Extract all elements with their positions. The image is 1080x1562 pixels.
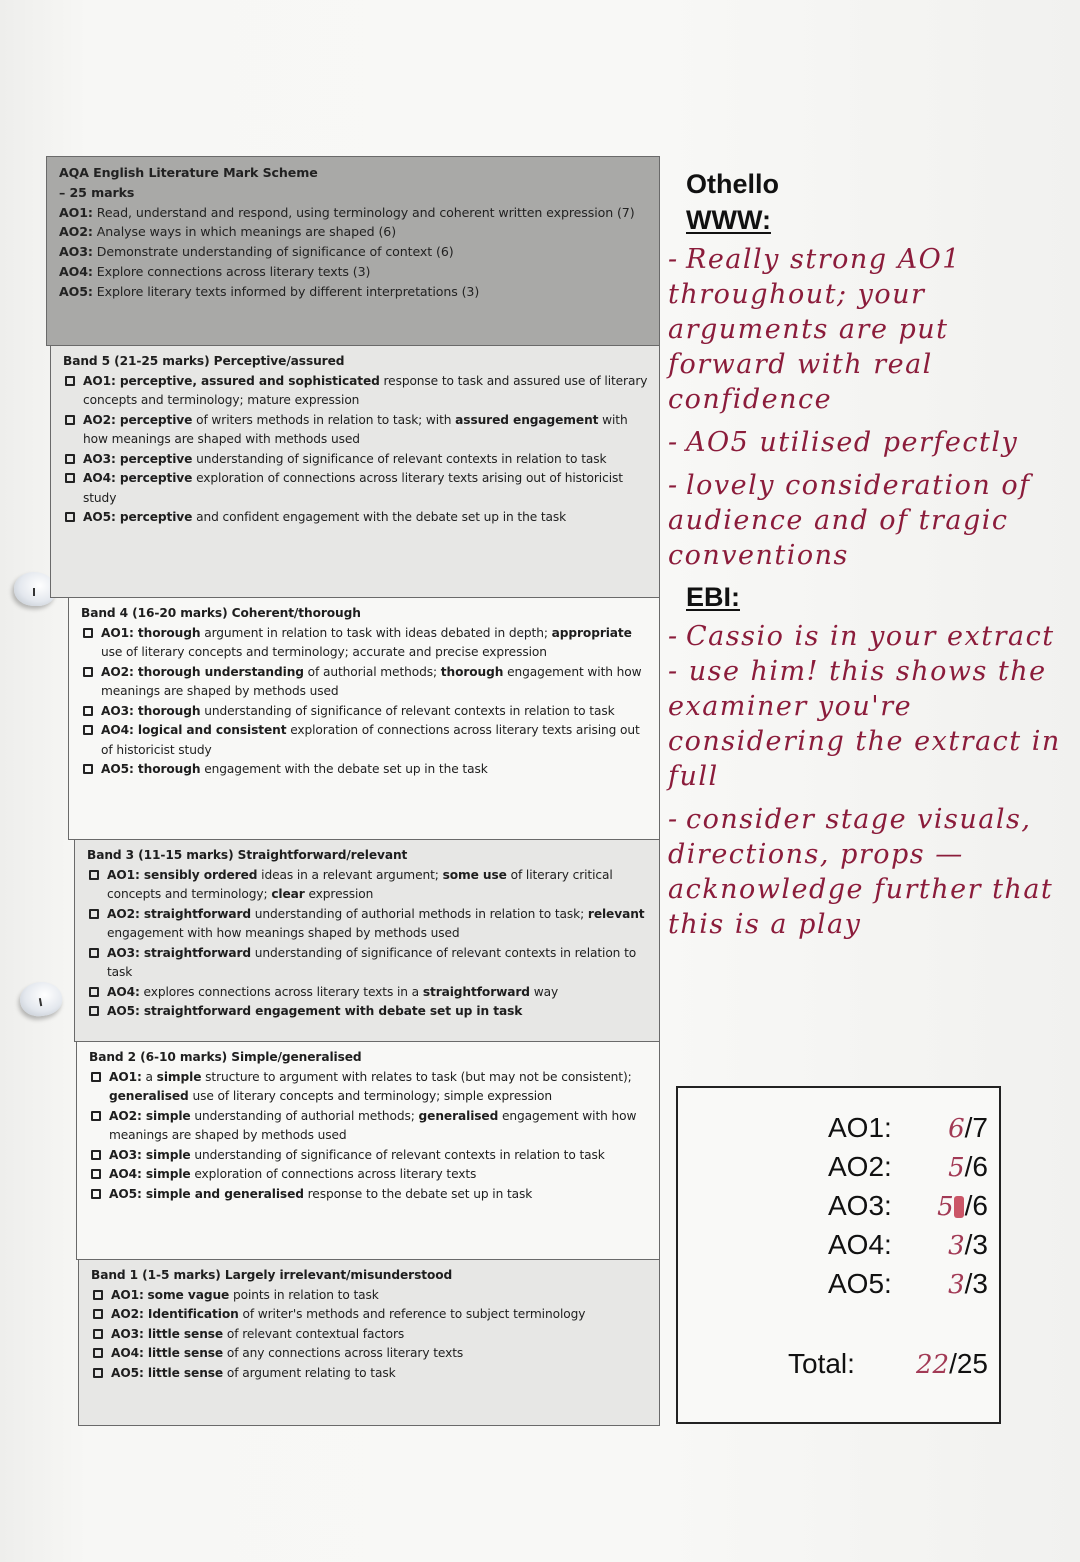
band-1 <box>78 1260 660 1426</box>
criterion-item <box>89 1146 649 1166</box>
criterion-item <box>87 866 649 905</box>
www-list <box>668 242 1066 573</box>
criterion-text: AO5: little sense of argument relating to task <box>111 1365 396 1380</box>
text-title: Othello <box>686 169 779 199</box>
criterion-text: AO4: simple exploration of connections across literary texts <box>109 1167 477 1181</box>
checkbox-icon[interactable] <box>91 1189 101 1199</box>
criterion-text: AO3: straightforward understanding of significance of relevant contexts in relation to task <box>107 945 637 979</box>
ao-label: AO3: <box>828 1190 892 1221</box>
checkbox-icon[interactable] <box>65 415 75 425</box>
checkbox-icon[interactable] <box>89 948 99 958</box>
checkbox-icon[interactable] <box>91 1150 101 1160</box>
criterion-text: AO3: simple understanding of significance of relevant contexts in relation to task <box>109 1147 605 1162</box>
checkbox-icon[interactable] <box>83 764 93 774</box>
ao-label: AO5: <box>828 1268 892 1299</box>
checkbox-icon[interactable] <box>89 909 99 919</box>
ebi-list <box>668 619 1066 942</box>
ao-label: AO4: <box>828 1229 892 1260</box>
ao-score: 6/7 <box>948 1112 988 1144</box>
checkbox-icon[interactable] <box>93 1368 103 1378</box>
ebi-heading: EBI: <box>686 582 740 612</box>
band-5 <box>50 346 660 598</box>
ao-mark-row <box>828 1268 988 1306</box>
ao-score: 5/6 <box>948 1151 988 1183</box>
ao-score: 5 /6 <box>937 1190 988 1222</box>
criterion-item <box>63 411 649 450</box>
criterion-item <box>81 760 649 780</box>
checkbox-icon[interactable] <box>91 1169 101 1179</box>
marks-summary-box <box>676 1086 1001 1424</box>
checkbox-icon[interactable] <box>83 667 93 677</box>
criterion-item <box>91 1364 649 1384</box>
crossed-out-mark <box>954 1196 964 1218</box>
criterion-item <box>63 450 649 470</box>
criterion-item <box>87 944 649 983</box>
criterion-text: AO2: Identification of writer's methods and reference to subject terminology <box>111 1307 586 1321</box>
feedback-notes <box>668 166 1066 942</box>
checkbox-icon[interactable] <box>83 725 93 735</box>
ao-score: 3/3 <box>948 1229 988 1261</box>
objective-3: AO3: Demonstrate understanding of significance of context (6) <box>59 244 454 260</box>
criterion-text: AO1: thorough argument in relation to task with ideas debated in depth; appropriate use of literary concepts and terminology; accurate and precise expression <box>101 625 632 659</box>
mark-scheme <box>46 156 660 1426</box>
ebi-comment: -consider stage visuals, directions, props — acknowledge further that this is a play <box>668 804 1054 940</box>
band-4 <box>68 598 660 840</box>
checkbox-icon[interactable] <box>93 1348 103 1358</box>
criterion-item <box>91 1286 649 1306</box>
ao-mark-row <box>828 1112 988 1150</box>
band-title: Band 4 (16-20 marks) Coherent/thorough <box>81 606 361 620</box>
criterion-item <box>91 1325 649 1345</box>
band-title: Band 2 (6-10 marks) Simple/generalised <box>89 1050 362 1064</box>
criterion-text: AO4: logical and consistent exploration of connections across literary texts arising out of historicist study <box>101 723 640 757</box>
criterion-text: AO2: simple understanding of authorial methods; generalised engagement with how meanings are shaped by methods used <box>109 1108 637 1142</box>
criterion-item <box>81 663 649 702</box>
criterion-item <box>89 1185 649 1205</box>
checkbox-icon[interactable] <box>91 1111 101 1121</box>
ao-label: AO2: <box>828 1151 892 1182</box>
criterion-text: AO3: little sense of relevant contextual factors <box>111 1326 405 1341</box>
ao-score: 3/3 <box>948 1268 988 1300</box>
criterion-text: AO2: perceptive of writers methods in relation to task; with assured engagement with how meanings are shaped with methods used <box>83 412 628 446</box>
criterion-text: AO1: a simple structure to argument with relates to task (but may not be consistent); generalised use of literary concepts and terminology; simple expression <box>109 1069 632 1103</box>
objective-4: AO4: Explore connections across literary texts (3) <box>59 263 371 279</box>
criterion-text: AO1: perceptive, assured and sophisticated response to task and assured use of literary concepts and terminology; mature expression <box>83 373 648 407</box>
checkbox-icon[interactable] <box>89 987 99 997</box>
mark-scheme-title: AQA English Literature Mark Scheme <box>59 165 318 180</box>
criterion-text: AO4: little sense of any connections across literary texts <box>111 1346 464 1360</box>
checkbox-icon[interactable] <box>93 1329 103 1339</box>
www-comment: -AO5 utilised perfectly <box>668 427 1019 458</box>
checkbox-icon[interactable] <box>91 1072 101 1082</box>
criterion-item <box>81 624 649 663</box>
criterion-text: AO1: some vague points in relation to task <box>111 1287 379 1302</box>
ao-mark-row <box>828 1190 988 1228</box>
band-3 <box>74 840 660 1042</box>
ebi-comment: -Cassio is in your extract - use him! this shows the examiner you're considering the extract in full <box>668 621 1061 792</box>
criterion-item <box>91 1305 649 1325</box>
objectives-list <box>59 203 649 302</box>
checkbox-icon[interactable] <box>65 473 75 483</box>
criterion-item <box>89 1068 649 1107</box>
checkbox-icon[interactable] <box>65 376 75 386</box>
total-score: 22/25 <box>915 1348 988 1380</box>
criterion-item <box>89 1107 649 1146</box>
criterion-text: AO4: explores connections across literary texts in a straightforward way <box>107 984 559 999</box>
www-heading: WWW: <box>686 205 771 235</box>
criterion-text: AO2: thorough understanding of authorial methods; thorough engagement with how meanings are shaped by methods used <box>101 664 642 698</box>
criterion-item <box>87 1002 649 1022</box>
criterion-text: AO2: straightforward understanding of authorial methods in relation to task; relevant engagement with how meanings shaped by methods used <box>107 906 645 940</box>
criterion-item <box>81 721 649 760</box>
mark-scheme-header <box>46 156 660 346</box>
checkbox-icon[interactable] <box>83 628 93 638</box>
ao-mark-row <box>828 1229 988 1267</box>
checkbox-icon[interactable] <box>93 1290 103 1300</box>
criterion-text: AO4: perceptive exploration of connections across literary texts arising out of historicist study <box>83 471 623 505</box>
total-row <box>788 1348 988 1380</box>
checkbox-icon[interactable] <box>65 454 75 464</box>
criterion-text: AO5: thorough engagement with the debate set up in the task <box>101 762 488 776</box>
criterion-text: AO5: simple and generalised response to the debate set up in task <box>109 1186 533 1201</box>
band-title: Band 1 (1-5 marks) Largely irrelevant/misunderstood <box>91 1268 453 1282</box>
criterion-item <box>87 983 649 1003</box>
total-label: Total: <box>788 1348 855 1379</box>
checkbox-icon[interactable] <box>93 1309 103 1319</box>
mark-scheme-total-marks: – 25 marks <box>59 184 135 200</box>
criterion-item <box>63 469 649 508</box>
ao-label: AO1: <box>828 1112 892 1143</box>
criterion-item <box>91 1344 649 1364</box>
criterion-item <box>63 372 649 411</box>
criterion-item <box>81 702 649 722</box>
band-2 <box>76 1042 660 1260</box>
criterion-text: AO3: thorough understanding of significance of relevant contexts in relation to task <box>101 703 615 718</box>
checkbox-icon[interactable] <box>89 870 99 880</box>
checkbox-icon[interactable] <box>65 512 75 522</box>
criterion-text: AO3: perceptive understanding of significance of relevant contexts in relation to task <box>83 451 607 466</box>
objective-2: AO2: Analyse ways in which meanings are shaped (6) <box>59 224 397 240</box>
checkbox-icon[interactable] <box>83 706 93 716</box>
objective-1: AO1: Read, understand and respond, using terminology and coherent written expression (7) <box>59 204 635 220</box>
ao-mark-row <box>828 1151 988 1189</box>
criterion-text: AO5: perceptive and confident engagement with the debate set up in the task <box>83 510 567 524</box>
checkbox-icon[interactable] <box>89 1006 99 1016</box>
criterion-item <box>89 1165 649 1185</box>
objective-5: AO5: Explore literary texts informed by different interpretations (3) <box>59 283 480 299</box>
criterion-item <box>87 905 649 944</box>
criterion-text: AO1: sensibly ordered ideas in a relevant argument; some use of literary critical concepts and terminology; clear expression <box>107 867 613 901</box>
criterion-item <box>63 508 649 528</box>
band-title: Band 5 (21-25 marks) Perceptive/assured <box>63 354 345 368</box>
www-comment: -Really strong AO1 throughout; your arguments are put forward with real confidence <box>668 244 961 415</box>
www-comment: -lovely consideration of audience and of tragic conventions <box>668 470 1031 571</box>
band-title: Band 3 (11-15 marks) Straightforward/relevant <box>87 848 408 862</box>
criterion-text: AO5: straightforward engagement with debate set up in task <box>107 1004 523 1018</box>
